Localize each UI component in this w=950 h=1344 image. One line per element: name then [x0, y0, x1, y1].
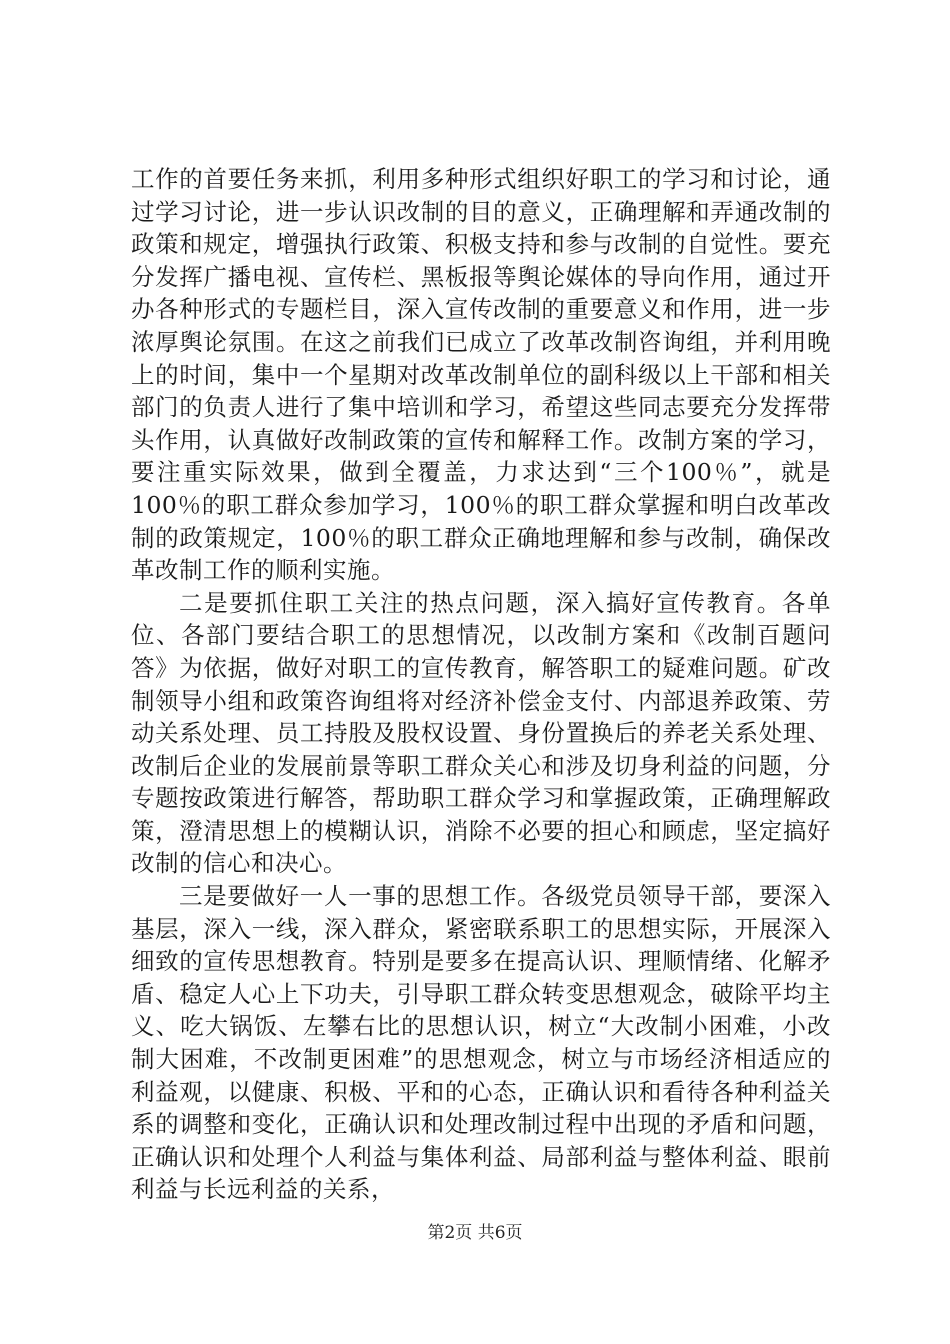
paragraph-1: 工作的首要任务来抓，利用多种形式组织好职工的学习和讨论，通过学习讨论，进一步认识改制的目的意义，正确理解和弄通改制的政策和规定，增强执行政策、积极支持和参与改制的自觉性。要充分发挥广播电视、宣传栏、黑板报等舆论媒体的导向作用，通过开办各种形式的专题栏目，深入宣传改制的重要意义和作用，进一步浓厚舆论氛围。在这之前我们已成立了改革改制咨询组，并利用晚上的时间，集中一个星期对改革改制单位的副科级以上干部和相关部门的负责人进行了集中培训和学习，希望这些同志要充分发挥带头作用，认真做好改制政策的宣传和解释工作。改制方案的学习，要注重实际效果，做到全覆盖，力求达到“三个100％”，就是100％的职工群众参加学习，100％的职工群众掌握和明白改革改制的政策规定，100％的职工群众正确地理解和参与改制，确保改革改制工作的顺利实施。	[131, 165, 831, 585]
body-text	[131, 163, 831, 1206]
paragraph-2: 二是要抓住职工关注的热点问题，深入搞好宣传教育。各单位、各部门要结合职工的思想情况，以改制方案和《改制百题问答》为依据，做好对职工的宣传教育，解答职工的疑难问题。矿改制领导小组和政策咨询组将对经济补偿金支付、内部退养政策、劳动关系处理、员工持股及股权设置、身份置换后的养老关系处理、改制后企业的发展前景等职工群众关心和涉及切身利益的问题，分专题按政策进行解答，帮助职工群众学习和掌握政策，正确理解政策，澄清思想上的模糊认识，消除不必要的担心和顾虑，坚定搞好改制的信心和决心。	[131, 588, 831, 878]
page-footer: 第2页 共6页	[427, 1223, 523, 1243]
paragraph-3: 三是要做好一人一事的思想工作。各级党员领导干部，要深入基层，深入一线，深入群众，紧密联系职工的思想实际，开展深入细致的宣传思想教育。特别是要多在提高认识、理顺情绪、化解矛盾、稳定人心上下功夫，引导职工群众转变思想观念，破除平均主义、吃大锅饭、左攀右比的思想认识，树立“大改制小困难，小改制大困难，不改制更困难”的思想观念，树立与市场经济相适应的利益观，以健康、积极、平和的心态，正确认识和看待各种利益关系的调整和变化，正确认识和处理改制过程中出现的矛盾和问题，正确认识和处理个人利益与集体利益、局部利益与整体利益、眼前利益与长远利益的关系，	[131, 882, 831, 1204]
